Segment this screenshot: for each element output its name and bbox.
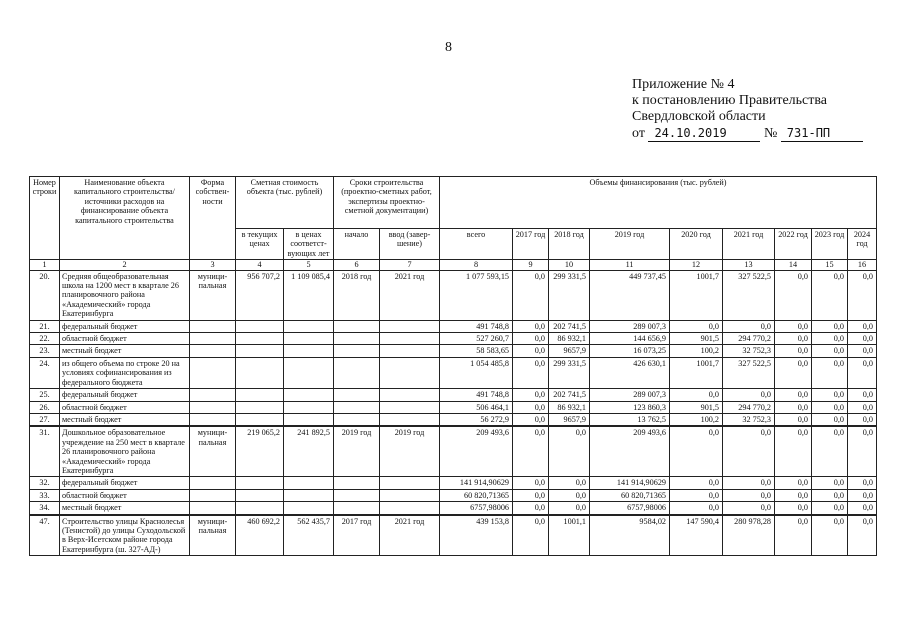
header-year: 2019 год: [590, 229, 670, 260]
year-financing: 0,0: [513, 333, 549, 345]
year-financing: 9657,9: [549, 413, 590, 426]
year-financing: 0,0: [848, 477, 877, 489]
year-financing: 1001,7: [670, 270, 723, 320]
finish-year: [380, 477, 440, 489]
finish-year: [380, 502, 440, 515]
year-financing: 100,2: [670, 413, 723, 426]
year-financing: 86 932,1: [549, 401, 590, 413]
year-financing: 0,0: [513, 413, 549, 426]
header-cost-adjusted: в ценах соответст-вующих лет: [284, 229, 334, 260]
year-financing: 0,0: [775, 357, 812, 388]
finish-year: 2021 год: [380, 515, 440, 556]
object-name: Дошкольное образовательное учреждение на 250 мест в квартале 26 планировочного района «Академический» города Екатеринбурга: [60, 426, 190, 477]
object-name: из общего объема по строке 20 на условиях софинансирования из федерального бюджета: [60, 357, 190, 388]
header-year: 2023 год: [812, 229, 848, 260]
finish-year: [380, 320, 440, 332]
cost-current: [236, 489, 284, 501]
year-financing: 0,0: [723, 389, 775, 401]
year-financing: 0,0: [812, 426, 848, 477]
row-number: 27.: [30, 413, 60, 426]
year-financing: 0,0: [775, 320, 812, 332]
finish-year: [380, 333, 440, 345]
year-financing: 0,0: [775, 413, 812, 426]
year-financing: 0,0: [848, 515, 877, 556]
year-financing: 289 007,3: [590, 320, 670, 332]
cost-current: [236, 320, 284, 332]
year-financing: 901,5: [670, 333, 723, 345]
cost-current: 956 707,2: [236, 270, 284, 320]
header-year: 2024 год: [848, 229, 877, 260]
year-financing: 141 914,90629: [590, 477, 670, 489]
cost-adjusted: [284, 502, 334, 515]
total-financing: 439 153,8: [440, 515, 513, 556]
header-financing-volume: Объемы финансирования (тыс. рублей): [440, 177, 877, 229]
year-financing: 0,0: [848, 333, 877, 345]
year-financing: 0,0: [775, 345, 812, 357]
finish-year: [380, 489, 440, 501]
year-financing: 123 860,3: [590, 401, 670, 413]
table-row: [30, 426, 877, 477]
year-financing: 0,0: [549, 426, 590, 477]
finish-year: [380, 357, 440, 388]
column-number: 10: [549, 260, 590, 270]
financing-table: [29, 176, 877, 556]
cost-adjusted: 1 109 085,4: [284, 270, 334, 320]
header-total: всего: [440, 229, 513, 260]
table-row: [30, 489, 877, 501]
total-financing: 1 077 593,15: [440, 270, 513, 320]
finish-year: [380, 413, 440, 426]
object-name: местный бюджет: [60, 413, 190, 426]
cost-adjusted: [284, 401, 334, 413]
year-financing: 0,0: [775, 333, 812, 345]
total-financing: 506 464,1: [440, 401, 513, 413]
row-number: 47.: [30, 515, 60, 556]
appendix-line2: к постановлению Правительства: [632, 93, 828, 108]
cost-adjusted: [284, 413, 334, 426]
decree-date: 24.10.2019: [648, 125, 760, 142]
year-financing: 147 590,4: [670, 515, 723, 556]
header-object-name: Наименование объекта капитального строительства/ источники расходов на финансирование объекта капитального строительства: [60, 177, 190, 260]
start-year: [334, 357, 380, 388]
header-row-number: Номер строки: [30, 177, 60, 260]
row-number: 34.: [30, 502, 60, 515]
column-number: 1: [30, 260, 60, 270]
year-financing: 100,2: [670, 345, 723, 357]
total-financing: 58 583,65: [440, 345, 513, 357]
year-financing: 0,0: [723, 477, 775, 489]
column-number: 13: [723, 260, 775, 270]
column-number: 2: [60, 260, 190, 270]
cost-current: 460 692,2: [236, 515, 284, 556]
year-financing: 32 752,3: [723, 413, 775, 426]
cost-current: [236, 389, 284, 401]
appendix-line1: Приложение № 4: [632, 77, 735, 92]
year-financing: 0,0: [549, 502, 590, 515]
total-financing: 56 272,9: [440, 413, 513, 426]
year-financing: 0,0: [513, 320, 549, 332]
year-financing: 0,0: [775, 270, 812, 320]
header-year: 2022 год: [775, 229, 812, 260]
year-financing: 209 493,6: [590, 426, 670, 477]
year-financing: 0,0: [812, 413, 848, 426]
cost-current: 219 065,2: [236, 426, 284, 477]
finish-year: 2019 год: [380, 426, 440, 477]
total-financing: 60 820,71365: [440, 489, 513, 501]
start-year: [334, 401, 380, 413]
row-number: 21.: [30, 320, 60, 332]
total-financing: 491 748,8: [440, 389, 513, 401]
year-financing: 0,0: [775, 489, 812, 501]
header-start: начало: [334, 229, 380, 260]
year-financing: 0,0: [848, 502, 877, 515]
cost-adjusted: 241 892,5: [284, 426, 334, 477]
row-number: 23.: [30, 345, 60, 357]
year-financing: 0,0: [848, 389, 877, 401]
decree-number: 731-ПП: [781, 125, 863, 142]
start-year: [334, 389, 380, 401]
year-financing: 0,0: [513, 270, 549, 320]
year-financing: 0,0: [812, 515, 848, 556]
year-financing: 0,0: [549, 477, 590, 489]
year-financing: 0,0: [812, 270, 848, 320]
year-financing: 289 007,3: [590, 389, 670, 401]
header-year: 2017 год: [513, 229, 549, 260]
year-financing: 202 741,5: [549, 389, 590, 401]
year-financing: 0,0: [848, 401, 877, 413]
year-financing: 6757,98006: [590, 502, 670, 515]
year-financing: 0,0: [723, 489, 775, 501]
year-financing: 1001,1: [549, 515, 590, 556]
cost-adjusted: [284, 333, 334, 345]
ownership: [190, 389, 236, 401]
ownership: [190, 320, 236, 332]
start-year: [334, 413, 380, 426]
year-financing: 0,0: [812, 477, 848, 489]
year-financing: 280 978,28: [723, 515, 775, 556]
year-financing: 0,0: [775, 389, 812, 401]
year-financing: 0,0: [812, 333, 848, 345]
ownership: [190, 401, 236, 413]
year-financing: 0,0: [549, 489, 590, 501]
column-number: 15: [812, 260, 848, 270]
cost-adjusted: [284, 320, 334, 332]
table-row: [30, 389, 877, 401]
row-number: 33.: [30, 489, 60, 501]
column-number: 6: [334, 260, 380, 270]
header-year: 2020 год: [670, 229, 723, 260]
year-financing: 0,0: [513, 477, 549, 489]
table-row: [30, 345, 877, 357]
year-financing: 294 770,2: [723, 333, 775, 345]
column-number: 4: [236, 260, 284, 270]
ownership: [190, 333, 236, 345]
year-financing: 1001,7: [670, 357, 723, 388]
year-financing: 0,0: [812, 489, 848, 501]
total-financing: 6757,98006: [440, 502, 513, 515]
start-year: [334, 320, 380, 332]
year-financing: 0,0: [848, 426, 877, 477]
finish-year: [380, 401, 440, 413]
year-financing: 0,0: [513, 426, 549, 477]
start-year: [334, 333, 380, 345]
year-financing: 0,0: [513, 389, 549, 401]
year-financing: 0,0: [848, 489, 877, 501]
cost-current: [236, 413, 284, 426]
object-name: федеральный бюджет: [60, 389, 190, 401]
year-financing: 0,0: [670, 477, 723, 489]
cost-adjusted: [284, 357, 334, 388]
start-year: [334, 345, 380, 357]
cost-adjusted: [284, 389, 334, 401]
column-number: 3: [190, 260, 236, 270]
cost-current: [236, 333, 284, 345]
year-financing: 13 762,5: [590, 413, 670, 426]
appendix-date-line: [632, 125, 863, 142]
column-number-row: [30, 260, 877, 270]
year-financing: 0,0: [513, 357, 549, 388]
year-financing: 9584,02: [590, 515, 670, 556]
column-number: 7: [380, 260, 440, 270]
header-construction-terms: Сроки строительства (проектно-сметных работ, экспертизы проектно-сметной документации): [334, 177, 440, 229]
year-financing: 0,0: [670, 389, 723, 401]
total-financing: 209 493,6: [440, 426, 513, 477]
year-financing: 0,0: [670, 426, 723, 477]
column-number: 12: [670, 260, 723, 270]
start-year: 2017 год: [334, 515, 380, 556]
table-body: [30, 270, 877, 556]
year-financing: 0,0: [775, 477, 812, 489]
year-financing: 0,0: [848, 357, 877, 388]
table-row: [30, 333, 877, 345]
cost-adjusted: [284, 345, 334, 357]
start-year: [334, 477, 380, 489]
column-number: 14: [775, 260, 812, 270]
table-row: [30, 502, 877, 515]
start-year: [334, 489, 380, 501]
year-financing: 0,0: [848, 320, 877, 332]
ownership: [190, 413, 236, 426]
table-row: [30, 477, 877, 489]
total-financing: 1 054 485,8: [440, 357, 513, 388]
object-name: областной бюджет: [60, 489, 190, 501]
ownership: муници-пальная: [190, 426, 236, 477]
object-name: местный бюджет: [60, 502, 190, 515]
year-financing: 327 522,5: [723, 270, 775, 320]
year-financing: 0,0: [848, 413, 877, 426]
year-financing: 202 741,5: [549, 320, 590, 332]
ownership: [190, 477, 236, 489]
table-row: [30, 515, 877, 556]
table-row: [30, 270, 877, 320]
column-number: 5: [284, 260, 334, 270]
cost-current: [236, 357, 284, 388]
year-financing: 144 656,9: [590, 333, 670, 345]
ownership: [190, 357, 236, 388]
year-financing: 0,0: [513, 489, 549, 501]
start-year: 2018 год: [334, 270, 380, 320]
page-number: 8: [445, 40, 452, 55]
row-number: 22.: [30, 333, 60, 345]
year-financing: 0,0: [670, 489, 723, 501]
year-financing: 0,0: [775, 515, 812, 556]
cost-current: [236, 477, 284, 489]
header-year: 2021 год: [723, 229, 775, 260]
row-number: 25.: [30, 389, 60, 401]
year-financing: 32 752,3: [723, 345, 775, 357]
start-year: 2019 год: [334, 426, 380, 477]
total-financing: 527 260,7: [440, 333, 513, 345]
ownership: [190, 345, 236, 357]
year-financing: 0,0: [812, 502, 848, 515]
table-row: [30, 401, 877, 413]
appendix-block: [632, 77, 863, 142]
header-ownership: Форма собствен-ности: [190, 177, 236, 260]
ownership: [190, 502, 236, 515]
year-financing: 60 820,71365: [590, 489, 670, 501]
ownership: муници-пальная: [190, 270, 236, 320]
header-cost-current: в текущих ценах: [236, 229, 284, 260]
object-name: областной бюджет: [60, 333, 190, 345]
finish-year: 2021 год: [380, 270, 440, 320]
year-financing: 0,0: [775, 401, 812, 413]
cost-current: [236, 345, 284, 357]
column-number: 8: [440, 260, 513, 270]
header-year: 2018 год: [549, 229, 590, 260]
ownership: [190, 489, 236, 501]
year-financing: 0,0: [812, 401, 848, 413]
cost-current: [236, 401, 284, 413]
year-financing: 327 522,5: [723, 357, 775, 388]
row-number: 24.: [30, 357, 60, 388]
object-name: Средняя общеобразовательная школа на 1200 мест в квартале 26 планировочного района «Академический» города Екатеринбурга: [60, 270, 190, 320]
header-estimated-cost: Сметная стоимость объекта (тыс. рублей): [236, 177, 334, 229]
object-name: областной бюджет: [60, 401, 190, 413]
year-financing: 0,0: [513, 515, 549, 556]
cost-adjusted: [284, 489, 334, 501]
year-financing: 0,0: [848, 270, 877, 320]
start-year: [334, 502, 380, 515]
year-financing: 0,0: [723, 502, 775, 515]
year-financing: 0,0: [812, 320, 848, 332]
total-financing: 491 748,8: [440, 320, 513, 332]
year-financing: 0,0: [513, 345, 549, 357]
year-financing: 0,0: [812, 389, 848, 401]
header-finish: ввод (завер-шение): [380, 229, 440, 260]
year-financing: 449 737,45: [590, 270, 670, 320]
year-financing: 0,0: [775, 502, 812, 515]
number-label: №: [763, 126, 778, 141]
row-number: 31.: [30, 426, 60, 477]
year-financing: 9657,9: [549, 345, 590, 357]
year-financing: 0,0: [812, 357, 848, 388]
cost-adjusted: [284, 477, 334, 489]
object-name: федеральный бюджет: [60, 320, 190, 332]
finish-year: [380, 389, 440, 401]
column-number: 11: [590, 260, 670, 270]
year-financing: 0,0: [812, 345, 848, 357]
column-number: 9: [513, 260, 549, 270]
appendix-line3: Свердловской области: [632, 109, 766, 124]
table-row: [30, 413, 877, 426]
column-number: 16: [848, 260, 877, 270]
year-financing: 426 630,1: [590, 357, 670, 388]
year-financing: 86 932,1: [549, 333, 590, 345]
year-financing: 0,0: [670, 502, 723, 515]
year-financing: 16 073,25: [590, 345, 670, 357]
year-financing: 0,0: [670, 320, 723, 332]
ownership: муници-пальная: [190, 515, 236, 556]
year-financing: 299 331,5: [549, 270, 590, 320]
object-name: Строительство улицы Краснолесья (Тенистой) до улицы Суходольской в Верх-Исетском районе города Екатеринбурга (ш. 327-АД-): [60, 515, 190, 556]
object-name: федеральный бюджет: [60, 477, 190, 489]
row-number: 32.: [30, 477, 60, 489]
year-financing: 901,5: [670, 401, 723, 413]
year-financing: 0,0: [848, 345, 877, 357]
table-row: [30, 357, 877, 388]
row-number: 26.: [30, 401, 60, 413]
total-financing: 141 914,90629: [440, 477, 513, 489]
year-financing: 0,0: [723, 320, 775, 332]
from-label: от: [632, 126, 645, 141]
year-financing: 0,0: [723, 426, 775, 477]
year-financing: 0,0: [513, 502, 549, 515]
year-financing: 0,0: [775, 426, 812, 477]
row-number: 20.: [30, 270, 60, 320]
year-financing: 0,0: [513, 401, 549, 413]
object-name: местный бюджет: [60, 345, 190, 357]
year-financing: 299 331,5: [549, 357, 590, 388]
finish-year: [380, 345, 440, 357]
year-financing: 294 770,2: [723, 401, 775, 413]
cost-adjusted: 562 435,7: [284, 515, 334, 556]
cost-current: [236, 502, 284, 515]
table-row: [30, 320, 877, 332]
